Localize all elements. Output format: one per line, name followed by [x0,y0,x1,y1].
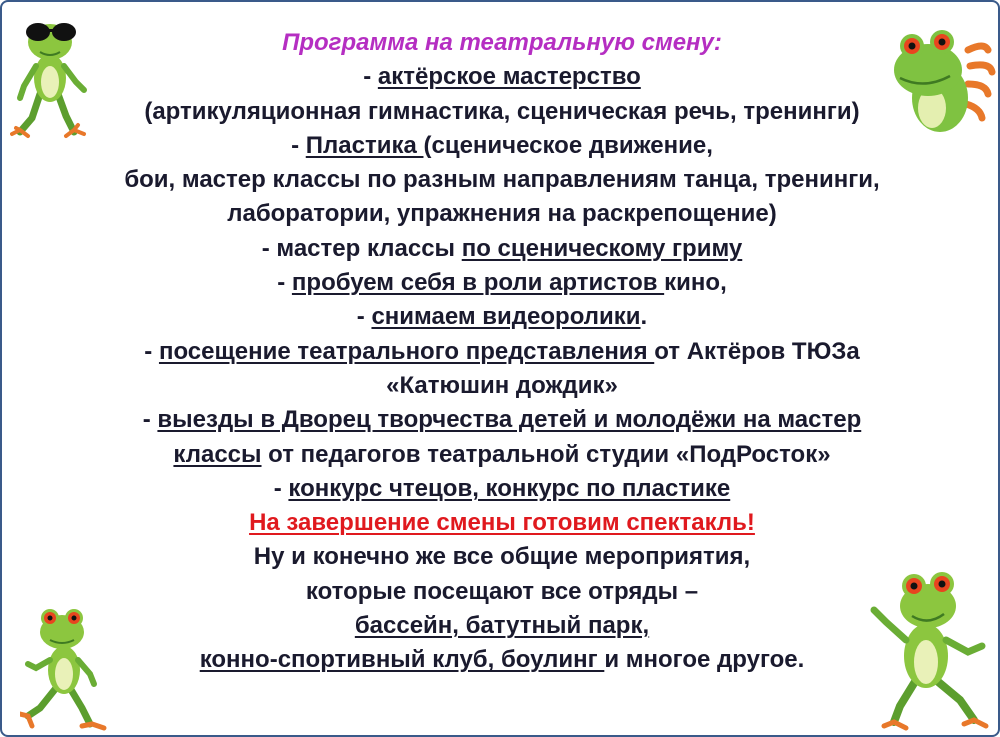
program-line: классы от педагогов театральной студии «ПодРосток» [173,440,831,468]
closing-line: конно-спортивный клуб, боулинг и многое другое. [199,646,805,674]
frog-with-sunglasses-icon [10,6,92,141]
program-line: - посещение театрального представления от Актёров ТЮЗа [144,337,860,365]
program-line: (артикуляционная гимнастика, сценическая речь, тренинги) [144,97,860,125]
program-line: - Пластика (сценическое движение, [291,131,713,159]
program-line: - актёрское мастерство [363,63,641,91]
program-text [2,26,1000,678]
frog-peeking-icon [880,20,996,140]
frog-walking-icon [20,602,110,732]
program-line: - мастер классы по сценическому гриму [261,234,743,262]
program-line: - конкурс чтецов, конкурс по пластике [273,474,731,502]
frog-dancing-icon [864,560,994,732]
program-line: лаборатории, упражнения на раскрепощение) [227,200,777,228]
program-line: «Катюшин дождик» [386,371,618,399]
program-line: - выезды в Дворец творчества детей и молодёжи на мастер [142,406,862,434]
program-line: - снимаем видеоролики. [356,303,648,331]
program-line: - пробуем себя в роли артистов кино, [277,269,727,297]
finale-line: На завершение смены готовим спектакль! [249,509,755,537]
closing-line: бассейн, батутный парк, [354,612,650,640]
closing-line: Ну и конечно же все общие мероприятия, [253,543,751,571]
program-line: бои, мастер классы по разным направлениям танца, тренинги, [124,166,880,194]
closing-line: которые посещают все отряды – [305,577,699,605]
program-title: Программа на театральную смену: [282,29,722,56]
